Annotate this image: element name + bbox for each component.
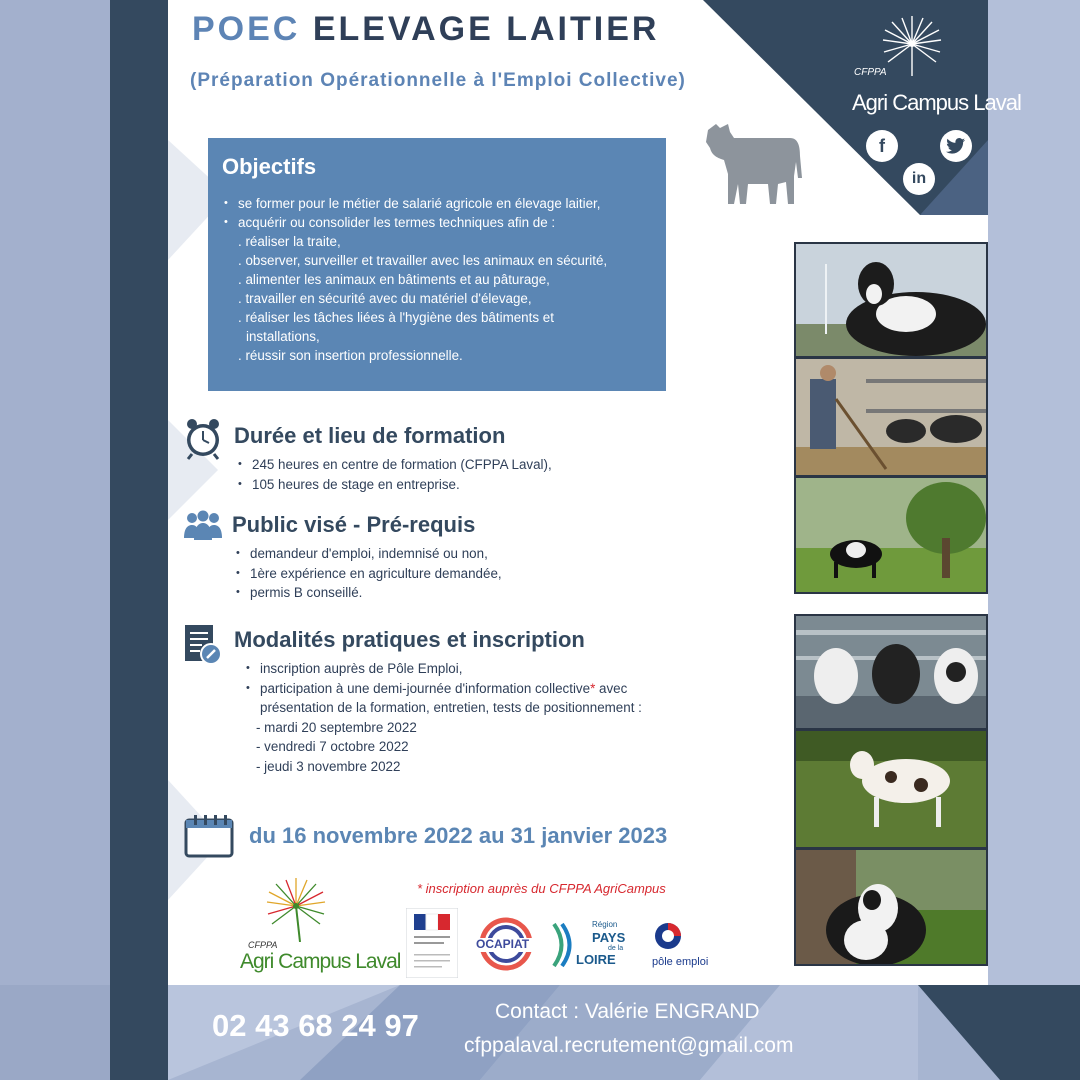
modalites-title: Modalités pratiques et inscription (234, 627, 585, 652)
footer-left-block (0, 985, 110, 1080)
objectifs-box (208, 138, 666, 391)
logo-bottom-name: Agri Campus Laval (240, 950, 401, 973)
logo-top-name: Agri Campus Laval (852, 90, 1021, 115)
background-left-panel (0, 0, 110, 1080)
public-item: • permis B conseillé. (232, 583, 502, 603)
logo-bottom-cfppa: CFPPA (248, 940, 278, 950)
photo-cows-pasture (794, 476, 988, 594)
region-loire-label: LOIRE (576, 952, 616, 967)
pole-emploi-label: pôle emploi (652, 956, 709, 968)
facebook-icon[interactable]: f (866, 130, 898, 162)
dandelion-color-icon (236, 876, 386, 942)
modalites-item (242, 679, 642, 699)
objectifs-subitem: . réaliser la traite, (238, 234, 341, 249)
modalites-section (234, 627, 642, 776)
region-small-label: Région (592, 920, 618, 929)
objectifs-list (222, 194, 652, 365)
modalites-list (234, 659, 642, 776)
photo-cow-wind-turbines (794, 242, 988, 358)
region-wave-icon (552, 918, 574, 972)
agricampus-logo-bottom (236, 876, 401, 976)
modalites-item2-end: avec (595, 680, 628, 696)
region-de-label: de la (608, 945, 624, 952)
duree-list (234, 455, 552, 494)
contact-phone[interactable]: 02 43 68 24 97 (212, 1008, 419, 1043)
objectifs-subitem: . travailler en sécurité avec du matériel d'élevage, (238, 291, 532, 306)
pole-emploi-mark-icon (646, 922, 694, 952)
people-group-icon (184, 510, 222, 542)
twitter-bird-icon (946, 137, 966, 155)
public-item: • 1ère expérience en agriculture demandée, (232, 564, 502, 584)
page-title (192, 10, 659, 49)
public-list (232, 544, 502, 603)
objectifs-subitem: . réaliser les tâches liées à l'hygiène des bâtiments et (238, 310, 554, 325)
ocapiat-label: OCAPIAT (476, 937, 530, 951)
document-edit-icon (184, 624, 222, 666)
agricampus-logo-top (840, 14, 1021, 115)
contact-email[interactable]: cfppalaval.recrutement@gmail.com (464, 1034, 794, 1057)
public-title: Public visé - Pré-requis (232, 512, 476, 537)
footer-navy-stripe (110, 985, 168, 1080)
objectifs-title: Objectifs (222, 154, 317, 179)
title-rest: ELEVAGE LAITIER (312, 10, 660, 48)
page-subtitle: (Préparation Opérationnelle à l'Emploi Collective) (190, 70, 686, 91)
footer-navy-corner (918, 985, 1080, 1080)
photo-calf-grass (794, 729, 988, 849)
logo-top-cfppa: CFPPA (854, 67, 887, 78)
public-section (232, 512, 502, 603)
modalites-date: - mardi 20 septembre 2022 (256, 719, 417, 735)
photo-calf-portrait (794, 848, 988, 966)
modalites-date: - jeudi 3 novembre 2022 (256, 758, 401, 774)
photo-farmer-barn (794, 357, 988, 477)
cow-icon (704, 118, 804, 210)
duree-item: • 105 heures de stage en entreprise. (234, 475, 552, 495)
photo-milking-parlour (794, 614, 988, 730)
modalites-item: • inscription auprès de Pôle Emploi, (242, 659, 642, 679)
linkedin-icon[interactable]: in (903, 163, 935, 195)
training-period: du 16 novembre 2022 au 31 janvier 2023 (249, 823, 668, 848)
objectifs-bullet: • acquérir ou consolider les termes techniques afin de : (222, 213, 652, 232)
modalites-item2-star: * (590, 680, 596, 696)
objectifs-subitem: . alimenter les animaux en bâtiments et au pâturage, (238, 272, 550, 287)
contact-name: Contact : Valérie ENGRAND (495, 1000, 760, 1023)
calendar-icon (184, 814, 234, 858)
objectifs-bullet: • se former pour le métier de salarié agricole en élevage laitier, (222, 194, 652, 213)
region-pays-label: PAYS (592, 930, 626, 945)
background-navy-stripe (110, 0, 168, 1080)
objectifs-subitem: . réussir son insertion professionnelle. (238, 348, 463, 363)
duree-item: • 245 heures en centre de formation (CFPPA Laval), (234, 455, 552, 475)
modalites-date: - vendredi 7 octobre 2022 (256, 739, 409, 754)
public-item: • demandeur d'emploi, indemnisé ou non, (232, 544, 502, 564)
duree-title: Durée et lieu de formation (234, 423, 506, 448)
alarm-clock-icon (184, 418, 222, 460)
modalites-item2-start: participation à une demi-journée d'information collective (260, 680, 591, 696)
ministere-logo (406, 908, 458, 978)
ocapiat-logo (474, 916, 544, 972)
inscription-note: * inscription auprès du CFPPA AgriCampus (417, 881, 666, 896)
title-accent: POEC (192, 10, 301, 48)
twitter-icon[interactable] (940, 130, 972, 162)
duree-section (234, 423, 552, 494)
modalites-item-cont: présentation de la formation, entretien, tests de positionnement : (260, 700, 642, 715)
objectifs-subitem: installations, (246, 329, 320, 344)
region-pays-de-la-loire-logo (552, 918, 636, 972)
objectifs-subitem: . observer, surveiller et travailler avec les animaux en sécurité, (238, 253, 608, 268)
pole-emploi-logo (646, 922, 709, 972)
